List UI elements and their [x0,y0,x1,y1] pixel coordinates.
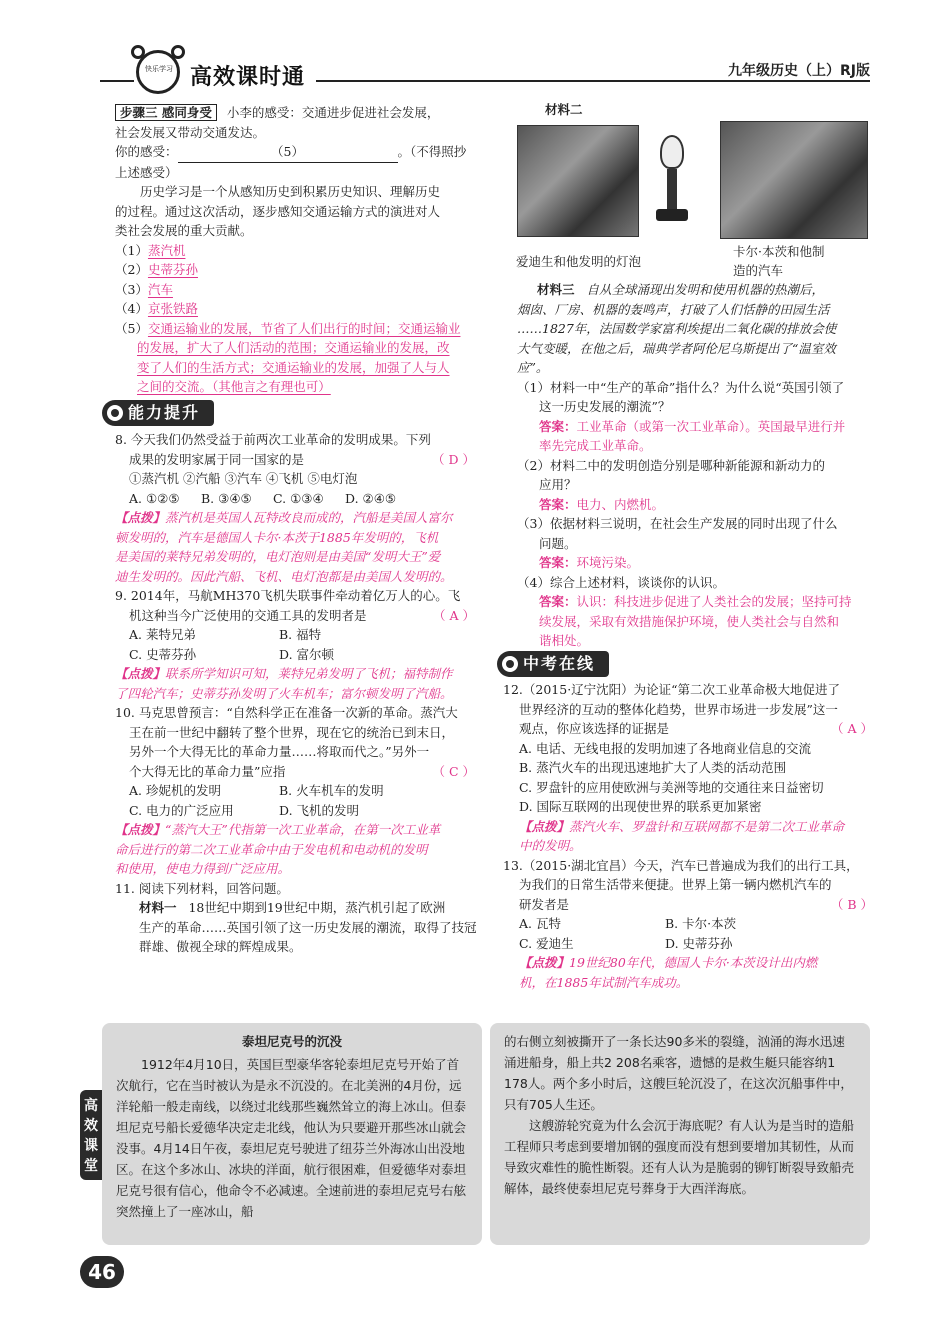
your-feel-note: 。（不得照抄 [397,144,467,159]
q8-answer: （ D ） [432,451,475,467]
story-left-text: 1912年4月10日，英国巨型豪华客轮泰坦尼克号开始了首次航行，它在当时被认为是永不沉没的。在北美洲的4月份，远洋轮船一般走南线，以绕过北线那些巍然耸立的海上冰山。但泰坦尼克号船长爱德华决定走北线，他认为只要避开那些冰山就会没事。4月14日午夜，泰坦尼克号驶进了纽芬兰外海冰山出没地区。在这个多冰山、冰块的洋面，航行很困难，但爱德华对泰坦尼克号很有信心，他命令不必减速。全速前进的泰坦尼克号右舷突然撞上了一座冰山，船 [116,1057,467,1219]
q8-text: 8. 今天我们仍然受益于前两次工业革命的发明成果。下列 [115,432,431,447]
caption-edison: 爱迪生和他发明的灯泡 [516,254,642,269]
ability-badge: 能力提升 [102,400,214,426]
edison-photo [517,125,639,237]
right-column [503,100,873,120]
answer-item: （1）蒸汽机 [115,242,186,258]
q8-option: B. ③④⑤ [201,490,252,506]
story-title: 泰坦尼克号的沉没 [241,1034,342,1049]
q12-tip: 【点拨】蒸汽火车、罗盘针和互联网都不是第二次工业革命 [519,818,845,834]
clock-logo-icon [136,50,180,94]
q11-text: 11. 阅读下列材料，回答问题。 [115,880,289,896]
sub-question-2: （2）材料二中的发明创造分别是哪种新能源和新动力的 [517,457,825,473]
q12-answer: （ A ） [831,721,873,736]
step3-line1: 小李的感受：交通进步促进社会发展， [226,105,440,120]
q10-tip: 【点拨】“蒸汽大王”代指第一次工业革命，在第一次工业革 [115,822,441,837]
q13-answer: （ B ） [830,896,873,912]
right-questions: 材料三 自从全球涌现出发明和使用机器的热潮后， 烟囱、厂房、机器的轰鸣声，打破了人们恬静的田园生活 ……1827年，法国数学家富利埃提出二氧化碳的排放会使 大气变暖，在他之后，瑞典学者阿伦尼乌斯提出了“温室效 应”。 （1）材料一中“生产的革命”指什么？为什么说“英国引领了 这一历史发展的潮流”？ 答案：工业革命（或第一次工业革命）。英国最早进行并 率先完成工业革命。 （2）材料二中的发明创造分别是哪种新能源和新动力的 应用？ 答案：电力、内燃机。 （3）依据材料三说明，在社会生产发展的同时出现了什么 问题。 答案：环境污染。 （4）综合上述材料，谈谈你的认识。 答案：认识：科技进步促进了人类社会的发展；坚持可持 续发展，采取有效措施保护环境，使人类社会与自然和 谐相处。 [517,280,873,651]
q8-tip: 【点拨】蒸汽机是英国人瓦特改良而成的，汽船是美国人富尔 [115,510,453,525]
sub-question-4: （4）综合上述材料，谈谈你的认识。 [517,574,725,590]
step3-para1: 历史学习是一个从感知历史到积累历史知识、理解历史 [140,184,441,199]
q13-tip: 【点拨】19世纪80年代，德国人卡尔·本茨设计出内燃 [519,955,818,970]
material2-tag: 材料二 [545,102,583,117]
q10-text: 10. 马克思曾预言：“自然科学正在准备一次新的革命。蒸汽大 [115,705,458,720]
your-feel-note2: 上述感受） [115,164,178,180]
benz-car-photo [720,121,868,239]
q8-option: A. ①②⑤ [129,490,180,506]
left-column: 步骤三 感同身受 小李的感受：交通进步促进社会发展， 社会发展又带动交通发达。 你的感受： （5） 。（不得照抄 上述感受） 历史学习是一个从感知历史到积累历史知识、理解历史 的过程。通过这次活动，逐步感知交通运输方式的演进对人 类社会发展的重大贡献。 （1）蒸汽机 （2）史蒂芬孙 （3）汽车 （4）京张铁路 （5）交通运输业的发展，节省了人们出行的时间；交通运输业 的发展，扩大了人们活动的范围；交通运输业的发展，改 变了人们的生活方式；交通运输业的发展，加强了人与人 之间的交流。（其他言之有理也可） [115,103,475,397]
q9-answer: （ A ） [433,607,475,623]
story-right-text-2: 这艘游轮究竟为什么会沉于海底呢？有人认为是当时的造船工程师只考虑到要增加钢的强度而没有想到要增加其韧性，从而导致灾难性的脆性断裂。还有人认为是脆弱的铆钉断裂导致船壳解体，最终使泰坦尼克号葬身于大西洋海底。 [504,1118,855,1196]
story-right-box [490,1023,870,1245]
ability-section: 8. 今天我们仍然受益于前两次工业革命的发明成果。下列 成果的发明家属于同一国家的是 （ D ） ①蒸汽机 ②汽船 ③汽车 ④飞机 ⑤电灯泡 A. ①②⑤ B. ③④⑤ C. ①③④ D. ②④⑤ 【点拨】蒸汽机是英国人瓦特改良而成的，汽船是美国人富尔 顿发明的，汽车是德国人卡尔·本茨于1885年发明的，飞机 是美国的莱特兄弟发明的，电灯泡则是由美国“发明大王”爱 迪生发明的。因此汽船、飞机、电灯泡都是由美国人发明的。 9. 2014年，马航MH370飞机失联事件牵动着亿万人的心。飞 机这种当今广泛使用的交通工具的发明者是 （ A ） A. 莱特兄弟 B. 福特 C. 史蒂芬孙 D. 富尔顿 【点拨】联系所学知识可知，莱特兄弟发明了飞机；福特制作 了四轮汽车；史蒂芬孙发明了火车机车；富尔顿发明了汽船。 10. 马克思曾预言：“自然科学正在准备一次新的革命。蒸汽大 王在前一世纪中翻转了整个世界，现在它的统治已到末日， 另外一个大得无比的革命力量……将取而代之。”另外一 个大得无比的革命力量”应指 （ C ） A. 珍妮机的发明 B. 火车机车的发明 C. 电力的广泛应用 D. 飞机的发明 【点拨】“蒸汽大王”代指第一次工业革命，在第一次工业革 命后进行的第二次工业革命中由于发电机和电动机的发明 和使用，使电力得到广泛应用。 11. 阅读下列材料，回答问题。 材料一 18世纪中期到19世纪中期，蒸汽机引起了欧洲 生产的革命……英国引领了这一历史发展的潮流，取得了技冠 群雄、傲视全球的辉煌成果。 [115,432,477,954]
step3-line2: 社会发展又带动交通发达。 [115,124,266,140]
exam-section: 12.（2015·辽宁沈阳）为论证“第二次工业革命极大地促进了 世界经济的互动的整体化趋势，世界市场进一步发展”这一 观点，你应该选择的证据是 （ A ） A. 电话、无线电报的发明加速了各地商业信息的交流 B. 蒸汽火车的出现迅速地扩大了人类的活动范围 C. 罗盘针的应用使欧洲与美洲等地的交通往来日益密切 D. 国际互联网的出现使世界的联系更加紧密 【点拨】蒸汽火车、罗盘针和互联网都不是第二次工业革命 中的发明。 13.（2015·湖北宜昌）今天，汽车已普遍成为我们的出行工具， 为我们的日常生活带来便捷。世界上第一辆内燃机汽车的 研发者是 （ B ） A. 瓦特 B. 卡尔·本茨 C. 爱迪生 D. 史蒂芬孙 【点拨】19世纪80年代，德国人卡尔·本茨设计出内燃 机，在1885年试制汽车成功。 [503,682,873,990]
q10-answer: （ C ） [432,763,475,779]
answer-item: （4）京张铁路 [115,301,198,316]
q12-text: 12.（2015·辽宁沈阳）为论证“第二次工业革命极大地促进了 [503,682,841,697]
step3-label: 步骤三 感同身受 [115,104,217,121]
your-feel-blank[interactable]: （5） [178,142,398,163]
logo-badge: 快乐学习 [145,65,173,73]
story-right-text-1: 的右侧立刻被撕开了一条长达90多米的裂缝，汹涌的海水迅速涌进船身，船上共2 208名乘客，遗憾的是救生艇只能容纳1 178人。两个多小时后，这艘巨轮沉没了，在这次沉船事件中，只有705人生还。 [504,1034,853,1112]
sub-question-1: （1）材料一中“生产的革命”指什么？为什么说“英国引领了 [517,379,845,395]
answer-item-5: （5）交通运输业的发展，节省了人们出行的时间；交通运输业 [115,320,461,336]
step3-para2: 的过程。通过这次活动，逐步感知交通运输方式的演进对人 [115,203,441,219]
q9-text: 9. 2014年，马航MH370飞机失联事件牵动着亿万人的心。飞 [115,588,461,603]
lightbulb-icon [652,135,692,235]
your-feel-label: 你的感受： [115,144,178,159]
q8-option: C. ①③④ [273,490,324,506]
answer-item: （2）史蒂芬孙 [115,262,198,277]
header-right-title: 九年级历史（上）RJ版 [728,63,870,79]
exam-badge: 中考在线 [497,651,609,677]
answer-item: （3）汽车 [115,281,173,297]
side-label: 高效课堂 [80,1090,102,1180]
header [100,40,870,100]
step3-para3: 类社会发展的重大贡献。 [115,223,253,238]
q13-text: 13.（2015·湖北宜昌）今天，汽车已普遍成为我们的出行工具， [503,857,859,873]
q8-option: D. ②④⑤ [345,490,397,506]
q9-tip: 【点拨】联系所学知识可知，莱特兄弟发明了飞机；福特制作 [115,666,453,681]
sub-question-3: （3）依据材料三说明，在社会生产发展的同时出现了什么 [517,516,838,531]
header-rule-left [100,80,134,82]
story-left-box [102,1023,482,1245]
page-number: 46 [80,1256,124,1288]
header-rule [316,80,870,82]
caption-benz: 卡尔·本茨和他制 造的汽车 [733,244,825,278]
logo-text: 高效课时通 [190,65,306,90]
